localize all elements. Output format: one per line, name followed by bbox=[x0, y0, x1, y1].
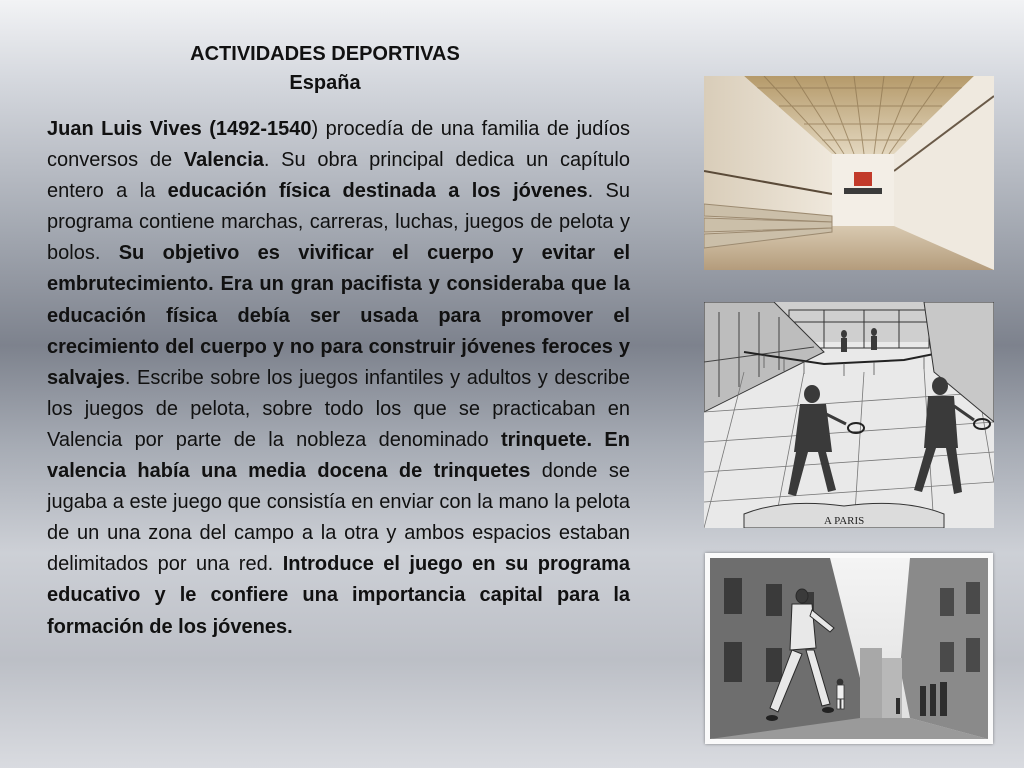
text-segment: Juan Luis Vives (1492-1540 bbox=[47, 118, 312, 140]
text-segment: Introduce el juego en su programa educativo y le confiere una importancia capital para la formación de los jóvenes. bbox=[47, 553, 630, 638]
text-segment: Valencia bbox=[183, 149, 264, 172]
trinquete-court-photo bbox=[704, 76, 994, 270]
text-segment: . Escribe sobre los juegos infantiles y adultos y describe los juegos de pelota, sobre todo los que se practicaban en Valencia por parte de la nobleza denominado bbox=[47, 366, 630, 451]
body-paragraph bbox=[47, 114, 630, 643]
text-segment: Su objetivo es vivificar el cuerpo y evitar el embrutecimiento. Era un gran pacifista y consideraba que la educación física debía ser usada para promover el crecimiento del cuerpo y no para construir jóvenes feroces y salvajes bbox=[47, 242, 631, 389]
engraving-caption: A PARIS bbox=[824, 515, 865, 527]
slide-title: ACTIVIDADES DEPORTIVAS bbox=[190, 43, 460, 65]
slide-title-block bbox=[150, 40, 500, 98]
ball-game-engraving bbox=[704, 302, 994, 528]
text-segment: . Su programa contiene marchas, carreras, luchas, juegos de pelota y bolos. bbox=[47, 180, 631, 265]
text-segment: trinquete. En valencia había una media docena de trinquetes bbox=[47, 428, 630, 483]
text-segment: donde se jugaba a este juego que consistía en enviar con la mano la pelota de un una zona del campo a la otra y ambos espacios estaban delimitados por una red. bbox=[47, 460, 630, 576]
slide-subtitle: España bbox=[289, 72, 361, 94]
street-game-photo bbox=[705, 553, 993, 744]
text-segment: ) procedía de una familia de judíos conversos de bbox=[47, 118, 631, 172]
text-segment: . Su obra principal dedica un capítulo entero a la bbox=[47, 149, 630, 203]
text-segment: educación física destinada a los jóvenes bbox=[167, 180, 588, 203]
